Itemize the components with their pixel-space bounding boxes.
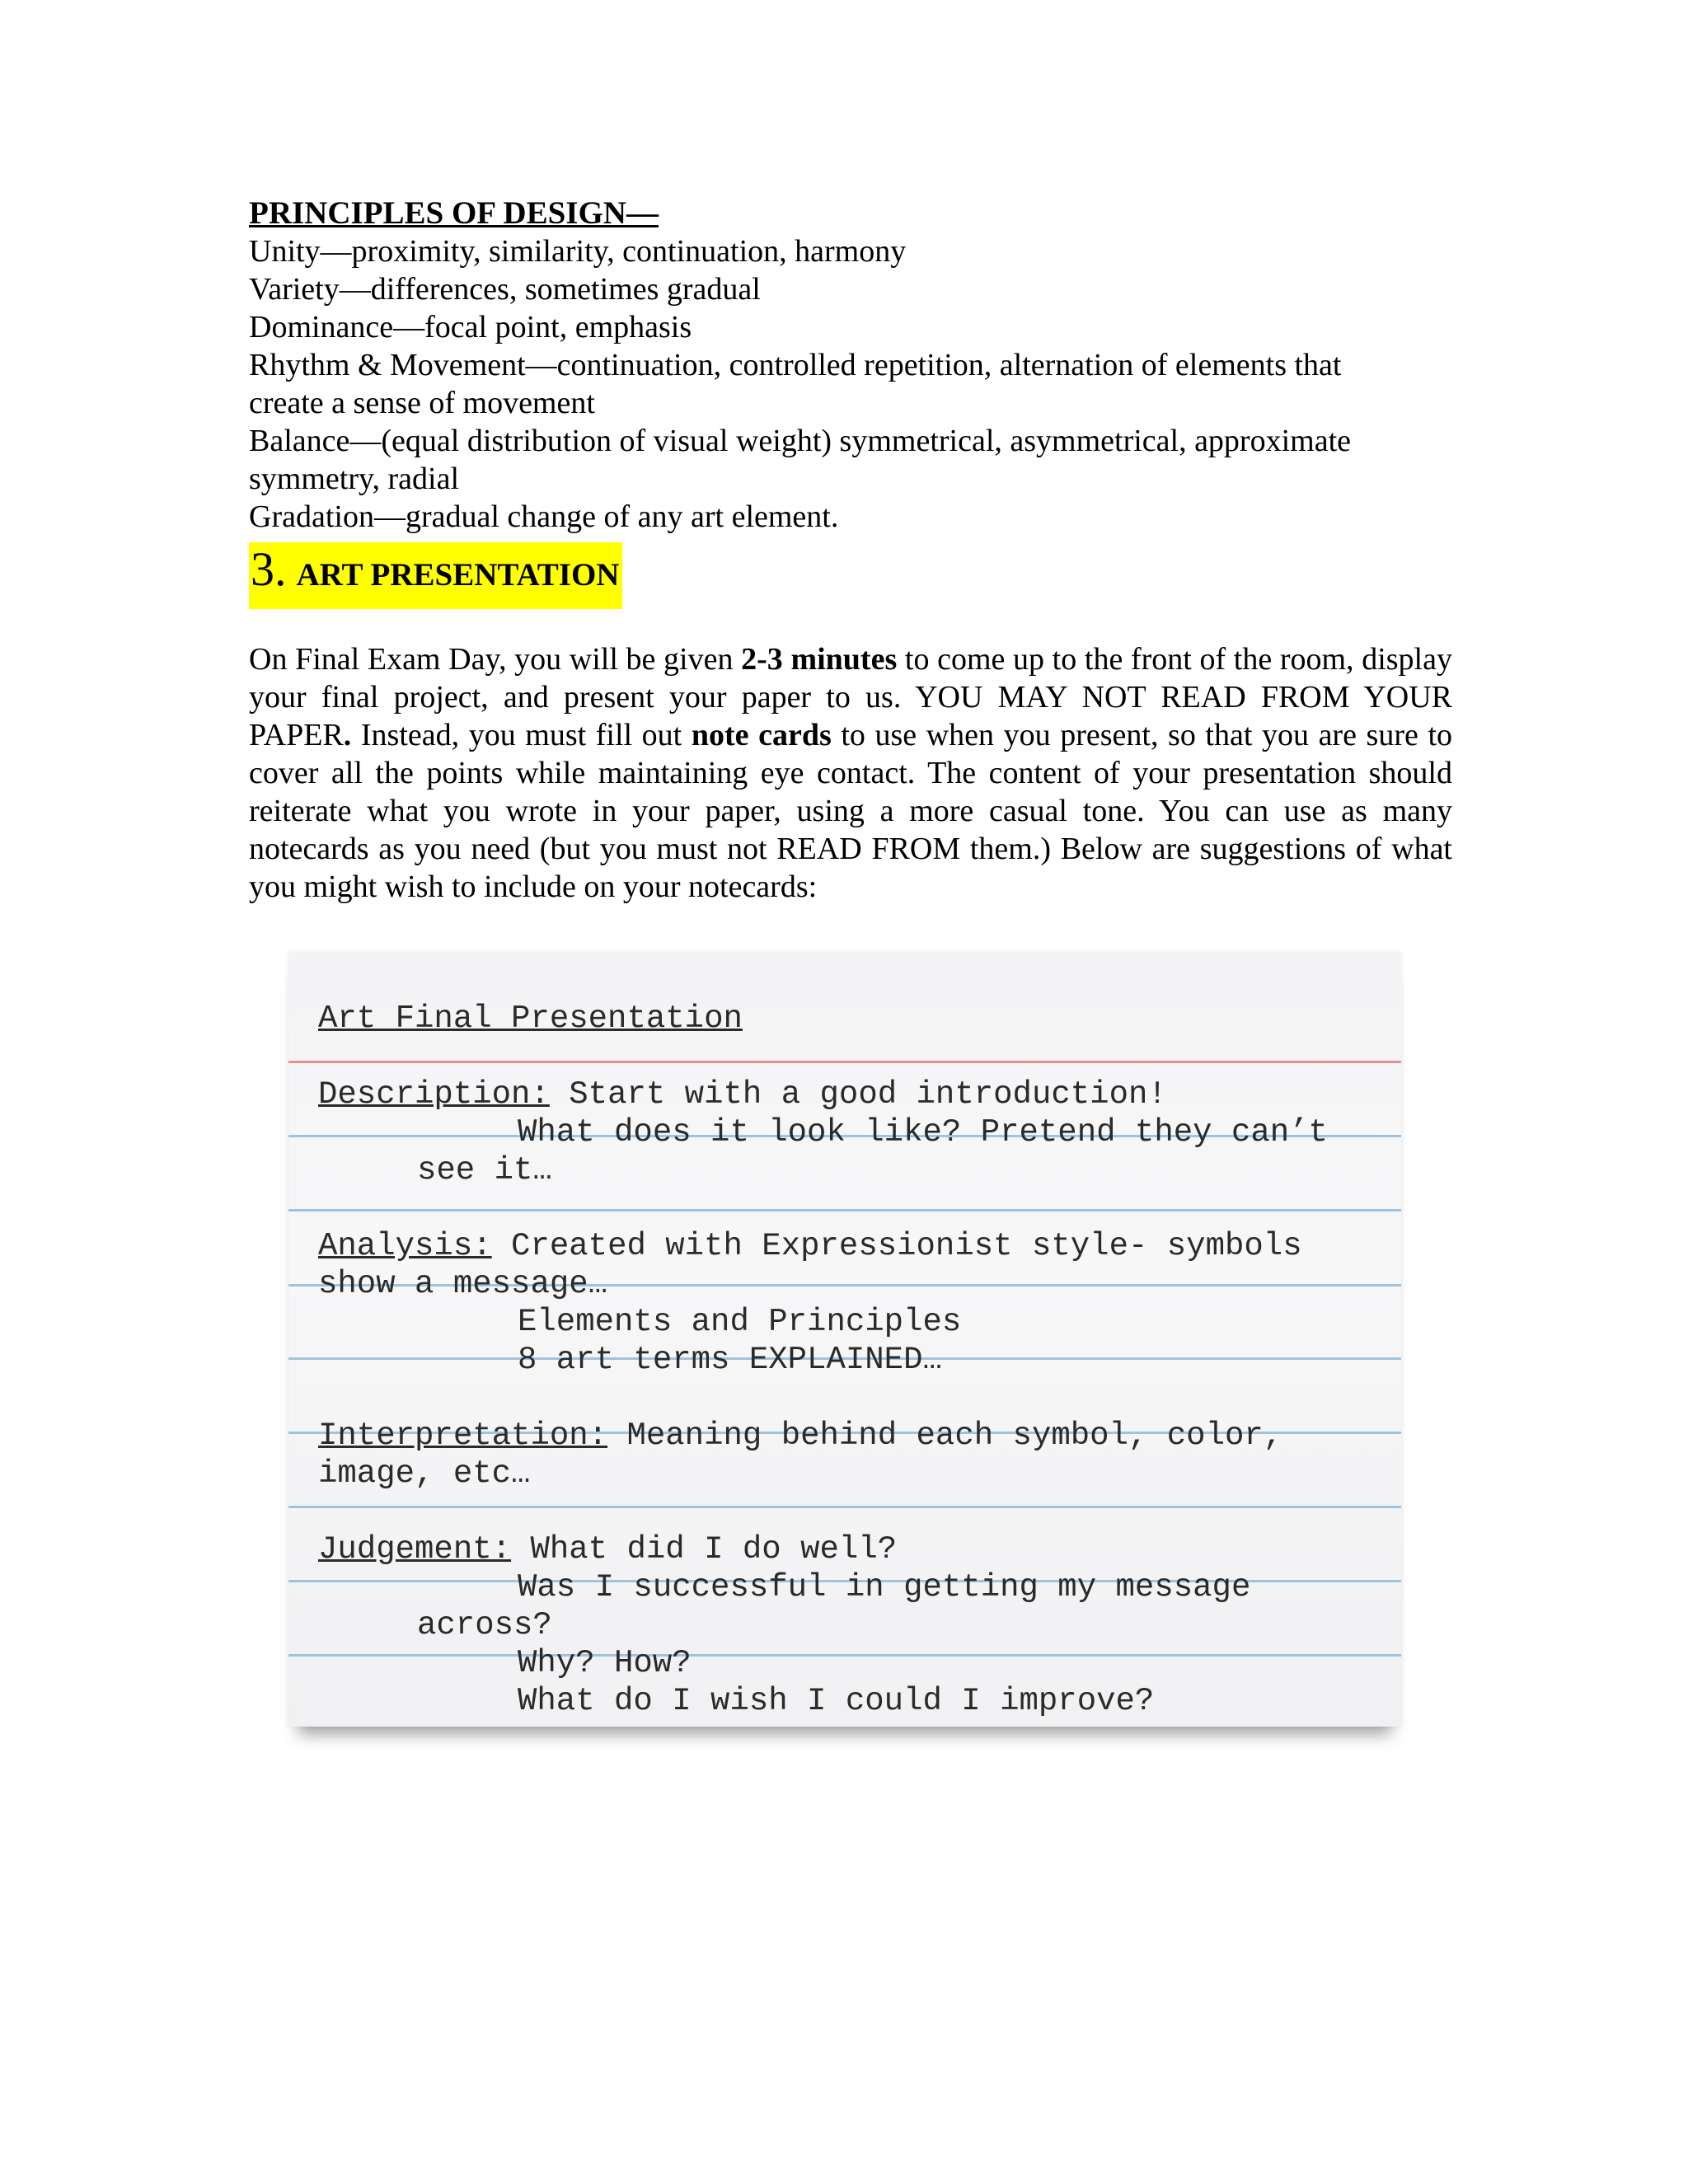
card-judgement-line: Why? How? — [518, 1645, 692, 1681]
principle-rhythm: Rhythm & Movement—continuation, controlled repetition, alternation of elements that — [249, 348, 1342, 382]
card-analysis-line: 8 art terms EXPLAINED… — [518, 1342, 942, 1378]
notecard-image — [288, 952, 1401, 1727]
para-text-4: to use when you present, so that you are sure to cover all the points while maintaining eye contact. The content of your presentation should reiterate what you wrote in your paper, using a more casual tone. You can use as many notecards as you need (but you must not READ FROM them.) Below are suggestions of what you might wish to include on your notecards: — [249, 718, 1452, 904]
section-number: 3. — [251, 542, 287, 596]
principle-dominance: Dominance—focal point, emphasis — [249, 310, 692, 344]
card-judgement-line: across? — [417, 1607, 552, 1643]
card-judgement-label: Judgement: — [318, 1531, 512, 1568]
para-text-3: Instead, you must fill out — [351, 718, 692, 752]
para-bold-period: . — [343, 718, 352, 752]
principles-heading: PRINCIPLES OF DESIGN— — [249, 195, 659, 231]
card-interpretation-label: Interpretation: — [318, 1418, 608, 1454]
para-bold-minutes: 2-3 minutes — [741, 642, 898, 677]
card-description-line: What does it look like? Pretend they can’t — [518, 1114, 1328, 1151]
card-judgement-text: What did I do well? — [511, 1531, 898, 1568]
para-text-2: to come up to the front of the room, display your final project, and present your paper to us. YOU MAY NOT READ FROM YOUR PAPER — [249, 642, 1452, 752]
principle-gradation: Gradation—gradual change of any art element. — [249, 499, 839, 534]
document-body — [249, 194, 1452, 906]
card-analysis-line: show a message… — [318, 1266, 608, 1302]
section-title: ART PRESENTATION — [296, 557, 620, 593]
card-interpretation-line: image, etc… — [318, 1455, 531, 1492]
para-text-1: On Final Exam Day, you will be given — [249, 642, 742, 677]
para-bold-note-cards: note cards — [691, 718, 832, 752]
card-analysis-text: Created with Expressionist style- symbols — [491, 1228, 1302, 1264]
card-analysis-label: Analysis: — [318, 1228, 492, 1264]
principle-unity: Unity—proximity, similarity, continuation, harmony — [249, 234, 907, 269]
principle-rhythm-cont: create a sense of movement — [249, 386, 595, 420]
card-judgement-line: Was I successful in getting my message — [518, 1569, 1251, 1605]
card-description-label: Description: — [318, 1076, 550, 1113]
card-text — [318, 1000, 1381, 1720]
card-analysis-line: Elements and Principles — [518, 1304, 962, 1340]
instructions-paragraph — [249, 640, 1452, 906]
principle-balance: Balance—(equal distribution of visual weight) symmetrical, asymmetrical, approximate — [249, 424, 1351, 458]
section-heading — [249, 542, 622, 609]
principle-balance-cont: symmetry, radial — [249, 462, 460, 496]
card-title: Art Final Presentation — [318, 1001, 743, 1037]
card-description-line: see it… — [417, 1152, 552, 1188]
card-judgement-line: What do I wish I could I improve? — [518, 1683, 1155, 1719]
card-interpretation-text: Meaning behind each symbol, color, — [607, 1418, 1283, 1454]
card-description-text: Start with a good introduction! — [549, 1076, 1167, 1113]
principle-variety: Variety—differences, sometimes gradual — [249, 272, 761, 307]
